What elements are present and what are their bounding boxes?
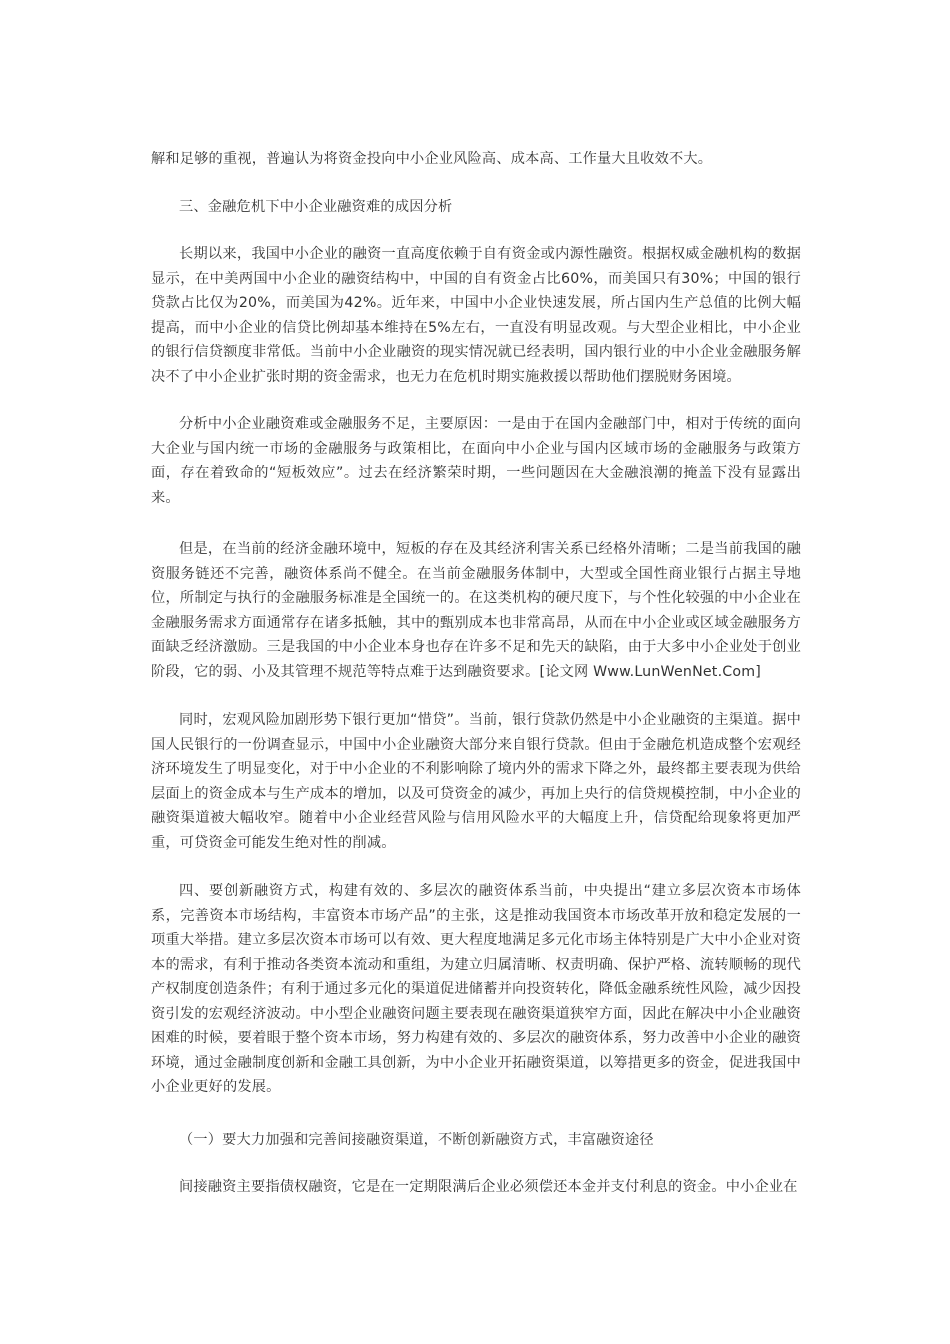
paragraph-self-funding: 长期以来，我国中小企业的融资一直高度依赖于自有资金或内源性融资。根据权威金融机构的数据显示，在中美两国中小企业的融资结构中，中国的自有资金占比60%，而美国只有30%；中国的银行贷款占比仅为20%，而美国为42%。近年来，中国中小企业快速发展，所占国内生产总值的比例大幅提高，而中小企业的信贷比例却基本维持在5%左右，一直没有明显改观。与大型企业相比，中小企业的银行信贷额度非常低。当前中小企业融资的现实情况就已经表明，国内银行业的中小企业金融服务解决不了中小企业扩张时期的资金需求，也无力在危机时期实施救援以帮助他们摆脱财务困境。 bbox=[151, 246, 801, 385]
paragraph-continuation: 解和足够的重视，普遍认为将资金投向中小企业风险高、成本高、工作量大且收效不大。 bbox=[151, 151, 713, 167]
paragraph-multi-level-capital-market: 四、要创新融资方式，构建有效的、多层次的融资体系当前，中央提出“建立多层次资本市场体系，完善资本市场结构，丰富资本市场产品”的主张，这是推动我国资本市场改革开放和稳定发展的一项重大举措。建立多层次资本市场可以有效、更大程度地满足多元化市场主体特别是广大中小企业对资本的需求，有利于推动各类资本流动和重组，为建立归属清晰、权责明确、保护严格、流转顺畅的现代产权制度创造条件；有利于通过多元化的渠道促进储蓄并向投资转化，降低金融系统性风险，减少因投资引发的宏观经济波动。中小型企业融资问题主要表现在融资渠道狭窄方面，因此在解决中小企业融资困难的时候，要着眼于整个资本市场，努力构建有效的、多层次的融资体系，努力改善中小企业的融资环境，通过金融制度创新和金融工具创新，为中小企业开拓融资渠道，以筹措更多的资金，促进我国中小企业更好的发展。 bbox=[151, 883, 801, 1095]
paragraph-short-board-effect: 分析中小企业融资难或金融服务不足，主要原因：一是由于在国内金融部门中，相对于传统的面向大企业与国内统一市场的金融服务与政策相比，在面向中小企业与国内区域市场的金融服务与政策方面，存在着致命的“短板效应”。过去在经济繁荣时期，一些问题因在大金融浪潮的掩盖下没有显露出来。 bbox=[151, 416, 801, 506]
paragraph-credit-crunch: 同时，宏观风险加剧形势下银行更加“惜贷”。当前，银行贷款仍然是中小企业融资的主渠道。据中国人民银行的一份调查显示，中国中小企业融资大部分来自银行贷款。但由于金融危机造成整个宏观经济环境发生了明显变化，对于中小企业的不利影响除了境内外的需求下降之外，最终都主要表现为供给层面上的资金成本与生产成本的增加，以及可贷资金的减少，再加上央行的信贷规模控制，中小企业的融资渠道被大幅收窄。随着中小企业经营风险与信用风险水平的大幅度上升，信贷配给现象将更加严重，可贷资金可能发生绝对性的削减。 bbox=[151, 712, 801, 851]
section-heading-3: 三、金融危机下中小企业融资难的成因分析 bbox=[179, 199, 453, 215]
paragraph-indirect-financing: 间接融资主要指债权融资，它是在一定期限满后企业必须偿还本金并支付利息的资金。中小企业在 bbox=[179, 1179, 798, 1195]
subsection-heading-1: （一）要大力加强和完善间接融资渠道，不断创新融资方式，丰富融资途径 bbox=[179, 1132, 654, 1148]
paragraph-financing-chain: 但是，在当前的经济金融环境中，短板的存在及其经济利害关系已经格外清晰；二是当前我国的融资服务链还不完善，融资体系尚不健全。在当前金融服务体制中，大型或全国性商业银行占据主导地位，所制定与执行的金融服务标准是全国统一的。在这类机构的硬尺度下，与个性化较强的中小企业在金融服务需求方面通常存在诸多抵触，其中的甄别成本也非常高昂，从而在中小企业或区域金融服务方面缺乏经济激励。三是我国的中小企业本身也存在许多不足和先天的缺陷，由于大多中小企业处于创业阶段，它的弱、小及其管理不规范等特点难于达到融资要求。[论文网 Www.LunWenNet.Com] bbox=[151, 541, 801, 680]
